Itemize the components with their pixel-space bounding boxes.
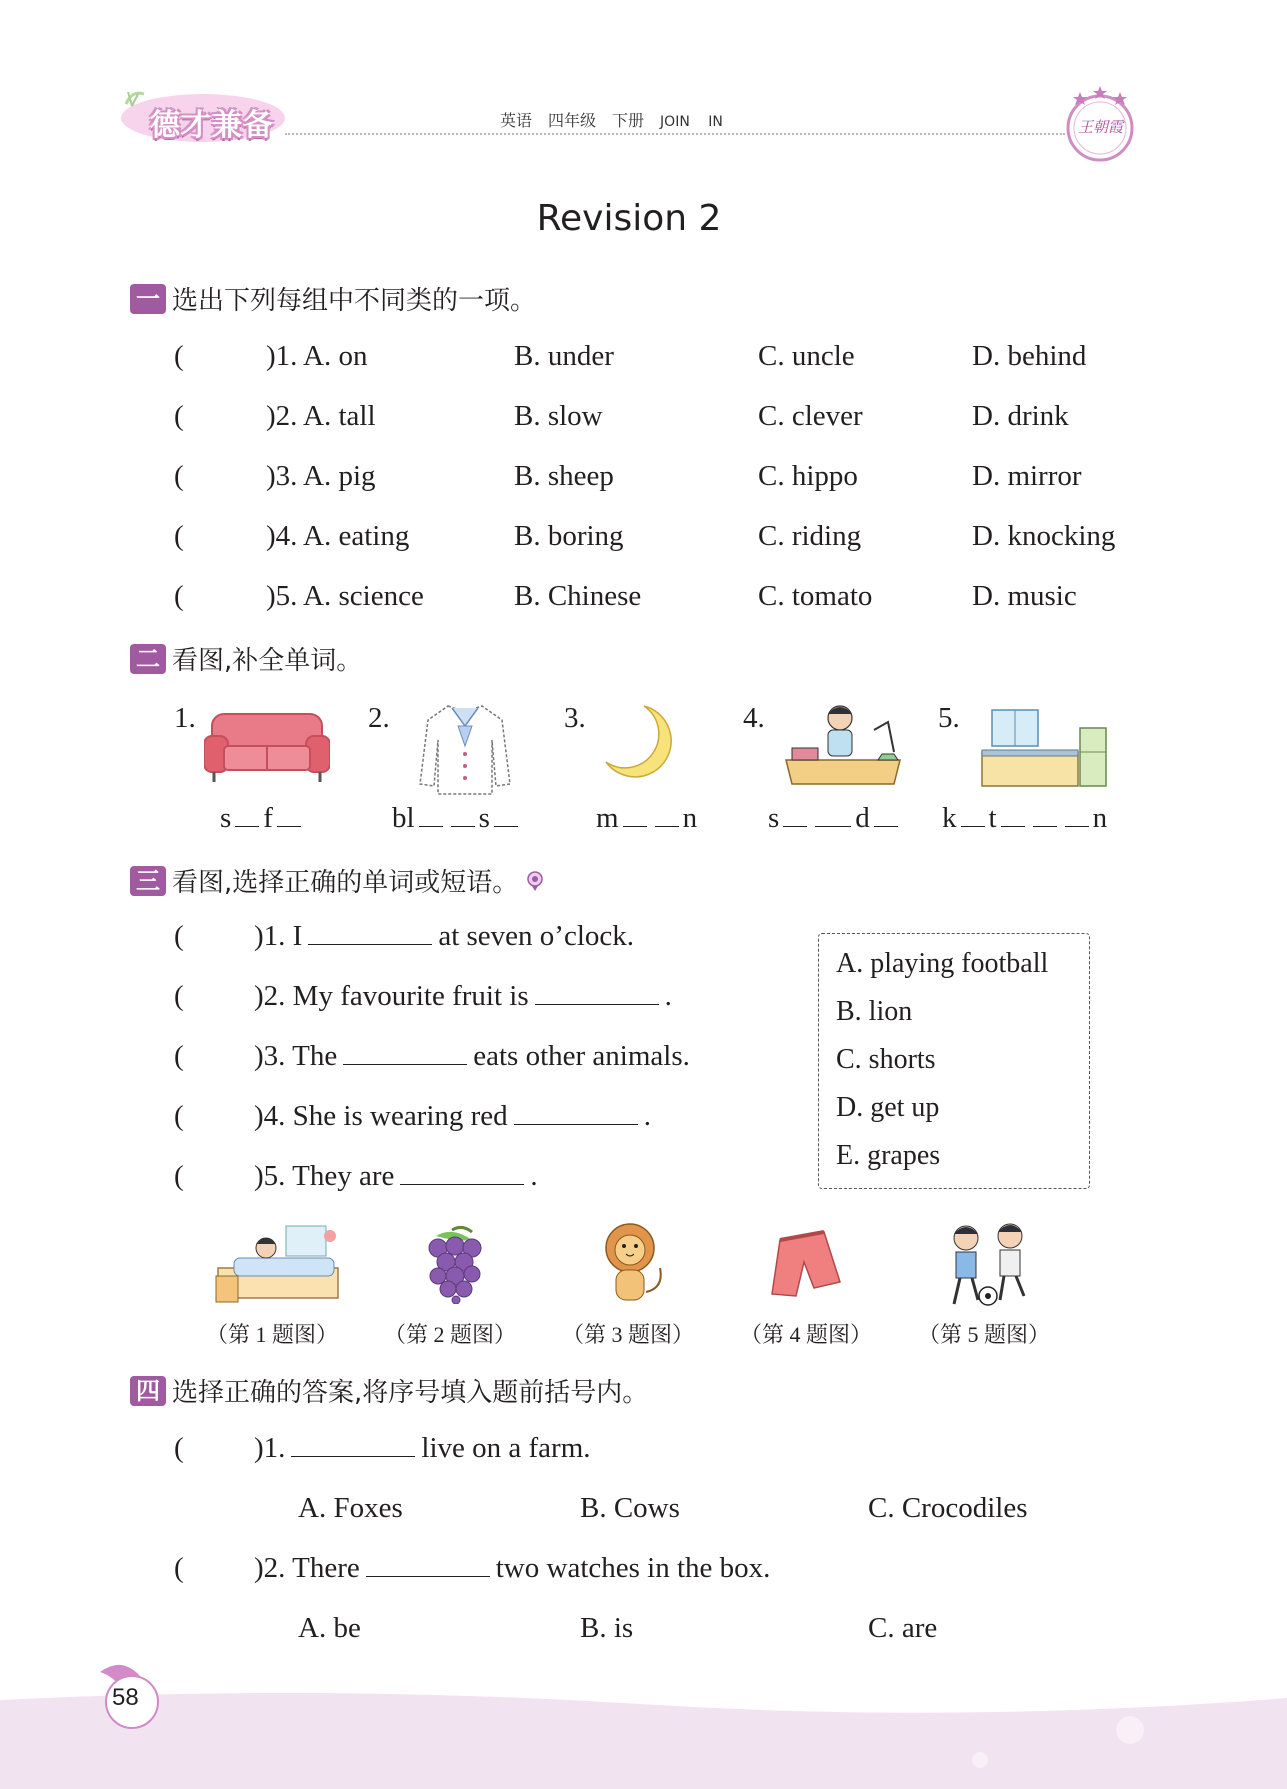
option-item: E. grapes — [836, 1140, 941, 1171]
letter-blank[interactable] — [961, 825, 985, 827]
picture-number: 2. — [368, 702, 390, 734]
option-text: C. tomato — [758, 580, 873, 612]
option-text: B. Chinese — [514, 580, 642, 612]
letter: d — [855, 802, 870, 834]
header-meta — [500, 108, 739, 131]
section-title: 选出下列每组中不同类的一项。 — [172, 286, 537, 316]
word-3 — [596, 802, 697, 835]
option-text: C. Crocodiles — [868, 1492, 1028, 1524]
letter: k — [942, 802, 957, 834]
question-text: . — [664, 980, 672, 1012]
section-2-heading — [130, 640, 362, 677]
question-line — [254, 980, 672, 1013]
option-text: B. under — [514, 340, 614, 372]
question-line — [254, 1552, 770, 1585]
letter: m — [596, 802, 619, 834]
volume: 下册 — [612, 111, 645, 130]
question-text: at seven o’clock. — [438, 920, 634, 952]
answer-paren[interactable]: ( — [174, 980, 184, 1012]
section-4-heading — [130, 1372, 648, 1409]
picture-number: 5. — [938, 702, 960, 734]
letter: f — [263, 802, 273, 834]
badge-text: 王朝霞 — [1078, 118, 1124, 136]
option-text: C. uncle — [758, 340, 855, 372]
question-text: )1. I — [254, 920, 303, 952]
letter-blank[interactable] — [235, 825, 259, 827]
grade: 四年级 — [548, 111, 597, 130]
section-3-heading — [130, 862, 546, 899]
letter: n — [682, 802, 698, 834]
student-desk-image — [782, 700, 904, 786]
section-number: 一 — [130, 284, 166, 314]
option-text: B. sheep — [514, 460, 614, 492]
answer-paren[interactable]: ( — [174, 1160, 184, 1192]
answer-blank[interactable] — [308, 943, 432, 945]
letter: bl — [392, 802, 415, 834]
word-2 — [392, 802, 522, 835]
football-players-image — [940, 1222, 1036, 1308]
letter-blank[interactable] — [655, 825, 679, 827]
answer-blank[interactable] — [291, 1455, 415, 1457]
letter-blank[interactable] — [815, 825, 851, 827]
option-text: B. slow — [514, 400, 603, 432]
letter-blank[interactable] — [874, 825, 898, 827]
word-1 — [220, 802, 305, 835]
section-1-heading — [130, 280, 536, 317]
option-text: )2. A. tall — [266, 400, 376, 432]
option-text: C. are — [868, 1612, 938, 1644]
question-line — [254, 920, 634, 953]
option-text: D. mirror — [972, 460, 1082, 492]
option-text: C. hippo — [758, 460, 858, 492]
question-line — [254, 1100, 651, 1133]
option-item: A. playing football — [836, 948, 1049, 979]
letter-blank[interactable] — [277, 825, 301, 827]
question-text: live on a farm. — [421, 1432, 591, 1464]
section-title: 看图,补全单词。 — [172, 646, 363, 676]
option-text: D. drink — [972, 400, 1069, 432]
question-line — [254, 1160, 538, 1193]
series: JOIN IN — [660, 114, 723, 130]
question-text: )2. There — [254, 1552, 360, 1584]
answer-paren[interactable]: ( — [174, 1040, 184, 1072]
bedroom-image — [214, 1222, 342, 1306]
section-number: 四 — [130, 1376, 166, 1406]
letter: s — [768, 802, 780, 834]
answer-blank[interactable] — [514, 1123, 638, 1125]
section-number: 三 — [130, 866, 166, 896]
option-text: C. clever — [758, 400, 863, 432]
grapes-image — [422, 1224, 488, 1304]
question-text: )3. The — [254, 1040, 338, 1072]
option-text: D. behind — [972, 340, 1087, 372]
question-text: . — [530, 1160, 538, 1192]
section-number: 二 — [130, 644, 166, 674]
answer-paren[interactable]: ( — [174, 1432, 184, 1464]
letter: s — [478, 802, 490, 834]
letter-blank[interactable] — [783, 825, 807, 827]
word-5 — [942, 802, 1107, 835]
option-text: D. knocking — [972, 520, 1116, 552]
question-text: )1. — [254, 1432, 286, 1464]
letter: n — [1092, 802, 1108, 834]
picture-caption: （第 3 题图） — [562, 1322, 695, 1347]
letter: s — [220, 802, 232, 834]
answer-paren[interactable]: ( — [174, 1552, 184, 1584]
option-text: A. be — [298, 1612, 361, 1644]
option-item: B. lion — [836, 996, 913, 1027]
option-text: C. riding — [758, 520, 862, 552]
option-text: )5. A. science — [266, 580, 424, 612]
question-text: eats other animals. — [473, 1040, 690, 1072]
section-title: 选择正确的答案,将序号填入题前括号内。 — [172, 1378, 649, 1408]
answer-paren[interactable]: ( — [174, 520, 184, 552]
question-text: )4. She is wearing red — [254, 1100, 508, 1132]
option-text: )1. A. on — [266, 340, 368, 372]
letter-blank[interactable] — [494, 825, 518, 827]
blouse-image — [418, 700, 512, 796]
question-text: )2. My favourite fruit is — [254, 980, 529, 1012]
question-text: two watches in the box. — [495, 1552, 771, 1584]
question-line — [254, 1432, 591, 1465]
kitchen-image — [980, 708, 1108, 788]
page-number: 58 — [112, 1684, 139, 1711]
answer-paren[interactable]: ( — [174, 1100, 184, 1132]
answer-blank[interactable] — [366, 1575, 490, 1577]
letter-blank[interactable] — [1001, 825, 1025, 827]
picture-number: 3. — [564, 702, 586, 734]
option-text: B. boring — [514, 520, 624, 552]
shorts-image — [770, 1230, 842, 1302]
footer-wave — [0, 1690, 1287, 1789]
option-item: C. shorts — [836, 1044, 936, 1075]
option-text: D. music — [972, 580, 1077, 612]
option-text: A. Foxes — [298, 1492, 403, 1524]
letter-blank[interactable] — [623, 825, 647, 827]
option-text: )4. A. eating — [266, 520, 410, 552]
picture-caption: （第 2 题图） — [384, 1322, 517, 1347]
section-title: 看图,选择正确的单词或短语。 — [172, 868, 519, 898]
audio-icon[interactable] — [524, 870, 546, 892]
lion-image — [594, 1222, 668, 1306]
answer-paren[interactable]: ( — [174, 400, 184, 432]
letter-blank[interactable] — [1065, 825, 1089, 827]
header-rule — [285, 133, 1065, 135]
picture-caption: （第 5 题图） — [918, 1322, 1051, 1347]
question-text: . — [643, 1100, 651, 1132]
picture-caption: （第 1 题图） — [206, 1322, 339, 1347]
answer-paren[interactable]: ( — [174, 920, 184, 952]
option-item: D. get up — [836, 1092, 940, 1123]
sofa-image — [204, 706, 330, 784]
letter-blank[interactable] — [451, 825, 475, 827]
answer-paren[interactable]: ( — [174, 340, 184, 372]
answer-paren[interactable]: ( — [174, 580, 184, 612]
word-4 — [768, 802, 902, 835]
picture-caption: （第 4 题图） — [740, 1322, 873, 1347]
subject: 英语 — [500, 111, 533, 130]
moon-image — [604, 704, 674, 780]
answer-blank[interactable] — [343, 1063, 467, 1065]
question-line — [254, 1040, 690, 1073]
option-text: B. Cows — [580, 1492, 680, 1524]
picture-number: 1. — [174, 702, 196, 734]
answer-blank[interactable] — [400, 1183, 524, 1185]
logo-text: 德才兼备 — [150, 108, 274, 143]
answer-paren[interactable]: ( — [174, 460, 184, 492]
letter-blank[interactable] — [419, 825, 443, 827]
letter-blank[interactable] — [1033, 825, 1057, 827]
answer-blank[interactable] — [535, 1003, 659, 1005]
letter: t — [988, 802, 997, 834]
question-text: )5. They are — [254, 1160, 395, 1192]
option-text: )3. A. pig — [266, 460, 376, 492]
page-title: Revision 2 — [536, 198, 722, 239]
option-text: B. is — [580, 1612, 634, 1644]
picture-number: 4. — [743, 702, 765, 734]
